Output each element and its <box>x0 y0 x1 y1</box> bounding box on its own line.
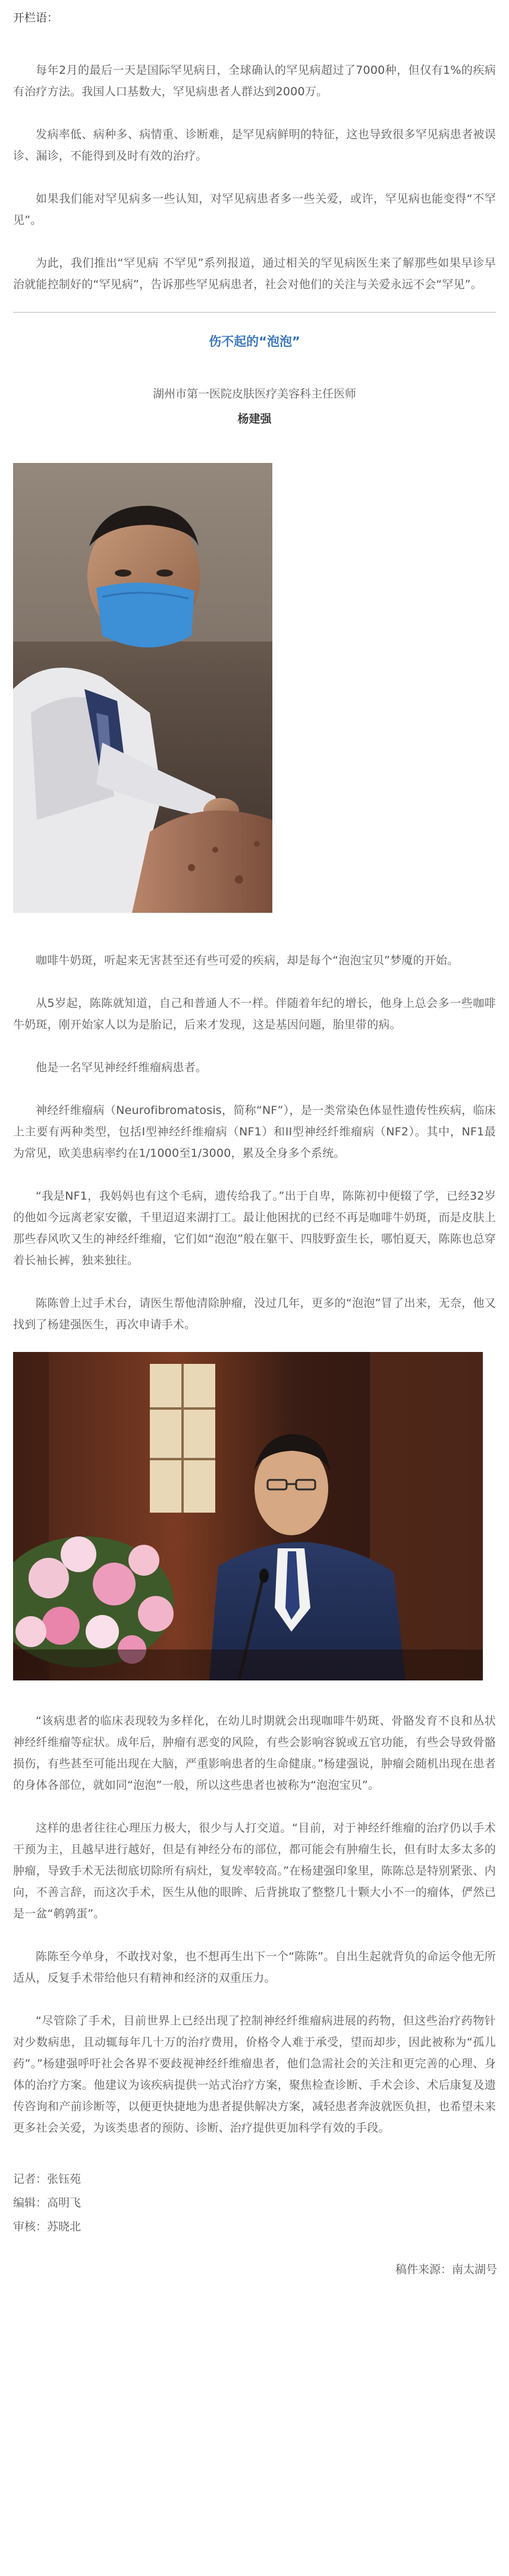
body-paragraph: “我是NF1，我妈妈也有这个毛病，遗传给我了。”出于自卑，陈陈初中便辍了学，已经32岁的他如今远离老家安徽，千里迢迢来湖打工。最让他困扰的已经不再是咖啡牛奶斑，而是皮肤上那些春风吹又生的神经纤维瘤，它们如“泡泡”般在躯干、四肢野蛮生长，哪怕夏天，陈陈也总穿着长袖长裤，独来独往。 <box>13 1190 496 1267</box>
body-paragraph: 陈陈至今单身，不敢找对象，也不想再生出下一个“陈陈”。自出生起就背负的命运令他无所适从，反复手术带给他只有精神和经济的双重压力。 <box>13 1950 496 1985</box>
section-title: 伤不起的“泡泡” <box>209 334 300 349</box>
intro-paragraph: 如果我们能对罕见病多一些认知，对罕见病患者多一些关爱，或许，罕见病也能变得“不罕见”。 <box>13 192 496 227</box>
author-name: 杨建强 <box>237 412 272 425</box>
body-section-1 <box>0 950 509 1335</box>
article-source: 稿件来源：南太湖号 <box>395 2263 497 2276</box>
doctor-examining-photo <box>13 463 272 913</box>
intro-paragraph: 发病率低、病种多、病情重、诊断难，是罕见病鲜明的特征，这也导致很多罕见病患者被误诊、漏诊，不能得到及时有效的治疗。 <box>13 128 496 162</box>
body-paragraph: “尽管除了手术，目前世界上已经出现了控制神经纤维瘤病进展的药物，但这些治疗药物针对少数病患，且动辄每年几十万的治疗费用，价格令人难于承受，望而却步，因此被称为“孤儿药”。”杨建强呼吁社会各界不要歧视神经纤维瘤患者，他们急需社会的关注和更完善的心理、身体的治疗方案。他建议为该疾病提供一站式治疗方案，聚焦检查诊断、手术会诊、术后康复及遗传咨询和产前诊断等，以便更快捷地为患者提供解决方案，减轻患者奔波就医负担，也希望未来更多社会关爱，为该类患者的预防、诊断、治疗提供更加科学有效的手段。 <box>13 2014 496 2134</box>
body-section-2 <box>0 1710 509 2139</box>
doctor-lecture-photo <box>13 1352 483 1680</box>
reviewer-credit: 审核：苏晓北 <box>13 2220 81 2233</box>
author-organization: 湖州市第一医院皮肤医疗美容科主任医师 <box>152 387 356 400</box>
body-paragraph: 这样的患者往往心理压力极大，很少与人打交道。“目前，对于神经纤维瘤的治疗仍以手术干预为主，且越早进行越好，但是有神经分布的部位，都可能会有肿瘤生长，但有时太多太多的肿瘤，导致手术无法彻底切除所有病灶，复发率较高。”在杨建强印象里，陈陈总是特别紧张、内向，不善言辞，而这次手术，医生从他的眼眸、后背挑取了整整几十颗大小不一的瘤体，俨然已是一盆“鹌鹑蛋”。 <box>13 1821 496 1920</box>
intro-paragraph: 每年2月的最后一天是国际罕见病日，全球确认的罕见病超过了7000种，但仅有1%的疾病有治疗方法。我国人口基数大，罕见病患者人群达到2000万。 <box>13 64 496 98</box>
body-paragraph: 他是一名罕见神经纤维瘤病患者。 <box>36 1061 208 1074</box>
column-intro-label: 开栏语： <box>13 11 59 24</box>
intro-section <box>0 60 509 295</box>
section-divider <box>13 312 496 313</box>
body-paragraph: 咖啡牛奶斑，听起来无害甚至还有些可爱的疾病，却是每个“泡泡宝贝”梦魇的开始。 <box>36 954 459 967</box>
credits-block <box>0 2167 509 2239</box>
editor-credit: 编辑：高明飞 <box>13 2196 81 2209</box>
body-paragraph: 陈陈曾上过手术台，请医生帮他清除肿瘤，没过几年，更多的“泡泡”冒了出来，无奈，他又找到了杨建强医生，再次申请手术。 <box>13 1297 496 1331</box>
body-paragraph: 从5岁起，陈陈就知道，自己和普通人不一样。伴随着年纪的增长，他身上总会多一些咖啡牛奶斑，刚开始家人以为是胎记，后来才发现，这是基因问题，胎里带的病。 <box>13 997 496 1031</box>
reporter-credit: 记者：张钰苑 <box>13 2173 81 2186</box>
body-paragraph: “该病患者的临床表现较为多样化，在幼儿时期就会出现咖啡牛奶斑、骨骼发育不良和丛状神经纤维瘤等症状。成年后，肿瘤有恶变的风险，有些会影响容貌或五官功能，有些会导致骨骼损伤，有些甚至可能出现在大脑，严重影响患者的生命健康。”杨建强说，肿瘤会随机出现在患者的身体各部位，就如同“泡泡”一般，所以这些患者也被称为“泡泡宝贝”。 <box>13 1714 496 1792</box>
body-paragraph: 神经纤维瘤病（Neurofibromatosis，简称“NF”），是一类常染色体显性遗传性疾病，临床上主要有两种类型，包括I型神经纤维瘤病（NF1）和II型神经纤维瘤病（NF2）。其中，NF1最为常见，欧美患病率约在1/1000至1/3000，累及全身多个系统。 <box>13 1104 496 1160</box>
intro-paragraph: 为此，我们推出“罕见病 不罕见”系列报道，通过相关的罕见病医生来了解那些如果早诊早治就能控制好的“罕见病”，告诉那些罕见病患者，社会对他们的关注与关爱永远不会“罕见”。 <box>13 256 496 291</box>
